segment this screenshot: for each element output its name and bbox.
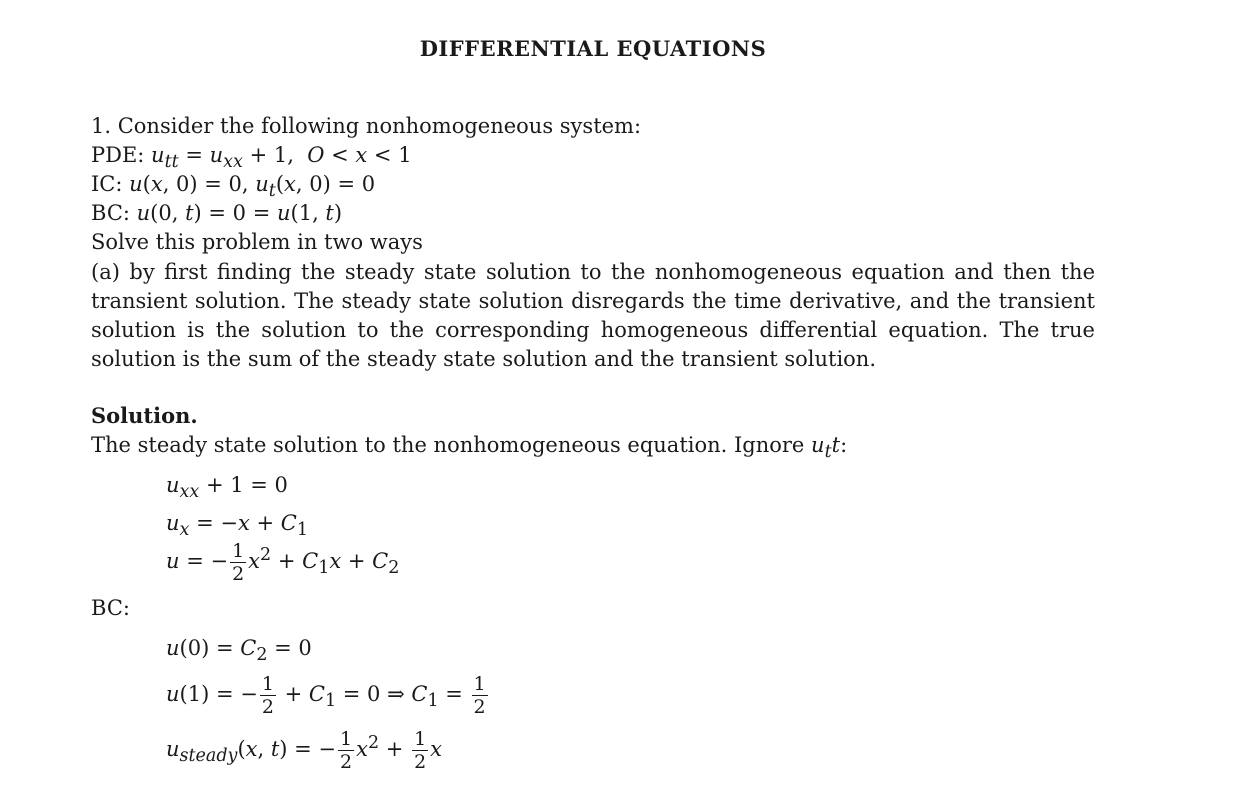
pde-line: PDE: $u_{tt} = u_{xx} + 1$, O < x < 1: [91, 143, 412, 173]
equation-steady-solution: $u_{steady}(x$, t) = − $\frac{1}{2}$ $x^2$ + $\frac{1}{2}$ x: [166, 728, 443, 773]
equation-uxx: $u_{xx} + 1 = 0$: [166, 473, 288, 503]
part-a-paragraph: (a) by first finding the steady state solution to the nonhomogeneous equation and then the transient solution. The steady state solution disregards the time derivative, and the transient solution is the solution to the corresponding homogeneous differential equation. The true solution is the sum of the steady state solution and the transient solution.: [91, 260, 1095, 371]
bc-label: BC:: [91, 596, 130, 620]
equation-ux: $u_x = -x + C_1$: [166, 511, 308, 541]
solution-heading: Solution.: [91, 403, 198, 428]
equation-u: u = − $\frac{1}{2}$ $x^2 + C_1x + C_2$: [166, 540, 400, 585]
solve-line: Solve this problem in two ways: [91, 230, 423, 254]
equation-bc2: u(1) = − $\frac{1}{2}$ + $C_1 = 0$ ⇒ $C_1$ = $\frac{1}{2}$: [166, 673, 486, 718]
bc-line: BC: u(0, t) = 0 = u(1, t): [91, 201, 343, 225]
equation-bc1: $u(0) = C_2 = 0$: [166, 636, 312, 666]
steady-intro-line: The steady state solution to the nonhomogeneous equation. Ignore $u_tt$:: [91, 433, 848, 463]
ic-line: IC: u(x, 0) = 0, $u_t(x$, 0) = 0: [91, 172, 376, 202]
problem-intro: 1. Consider the following nonhomogeneous system:: [91, 114, 642, 138]
page-title: DIFFERENTIAL EQUATIONS: [419, 36, 767, 61]
